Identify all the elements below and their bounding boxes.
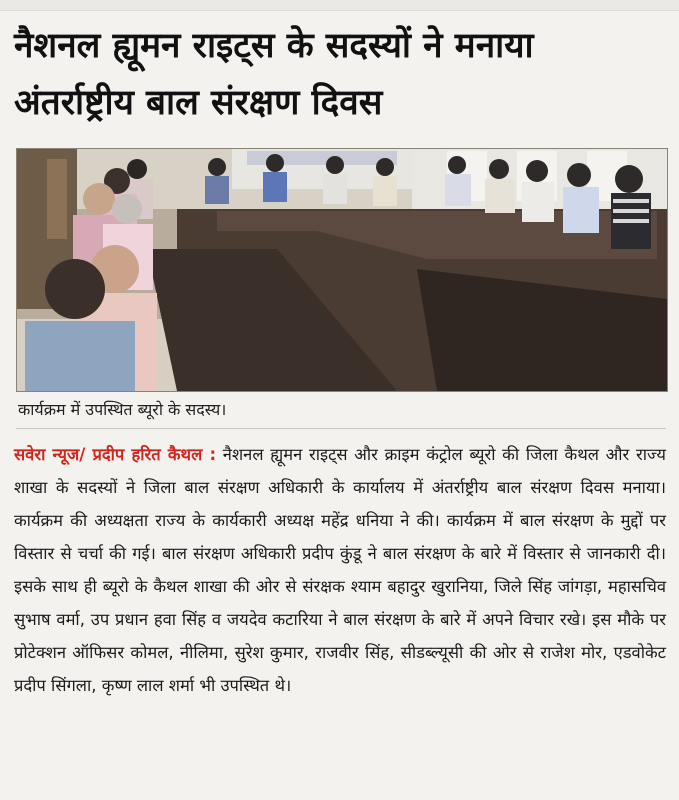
article-byline: सवेरा न्यूज/ प्रदीप हरित कैथल : — [14, 445, 217, 464]
headline: नैशनल ह्यूमन राइट्स के सदस्यों ने मनाया अंतर्राष्ट्रीय बाल संरक्षण दिवस — [14, 26, 534, 123]
meeting-photo-illustration — [17, 149, 667, 391]
caption-divider — [16, 428, 666, 429]
top-edge-strip — [0, 0, 679, 11]
article-text: नैशनल ह्यूमन राइट्स और क्राइम कंट्रोल ब्यूरो की जिला कैथल और राज्य शाखा के सदस्यों ने जिला बाल संरक्षण अधिकारी के कार्यालय में अंतर्राष्ट्रीय बाल संरक्षण दिवस मनाया। कार्यक्रम की अध्यक्षता राज्य के कार्यकारी अध्यक्ष महेंद्र धनिया ने की। कार्यक्रम में बाल संरक्षण के मुद्दों पर विस्तार से चर्चा की गई। बाल संरक्षण अधिकारी प्रदीप कुंडू ने बाल संरक्षण के बारे में विस्तार से जानकारी दी। इसके साथ ही ब्यूरो के कैथल शाखा की ओर से संरक्षक श्याम बहादुर खुरानिया, जिले सिंह जांगड़ा, महासचिव सुभाष वर्मा, उप प्रधान हवा सिंह व जयदेव कटारिया ने बाल संरक्षण के बारे में अपने विचार रखे। इस मौके पर प्रोटेक्शन ऑफिसर कोमल, नीलिमा, सुरेश कुमार, राजवीर सिंह, सीडब्ल्यूसी की ओर से राजेश मोर, एडवोकेट प्रदीप सिंगला, कृष्ण लाल शर्मा भी उपस्थित थे। — [14, 445, 666, 695]
photo-caption: कार्यक्रम में उपस्थित ब्यूरो के सदस्य। — [18, 400, 227, 419]
article-body — [14, 438, 666, 702]
meeting-photo — [16, 148, 668, 392]
